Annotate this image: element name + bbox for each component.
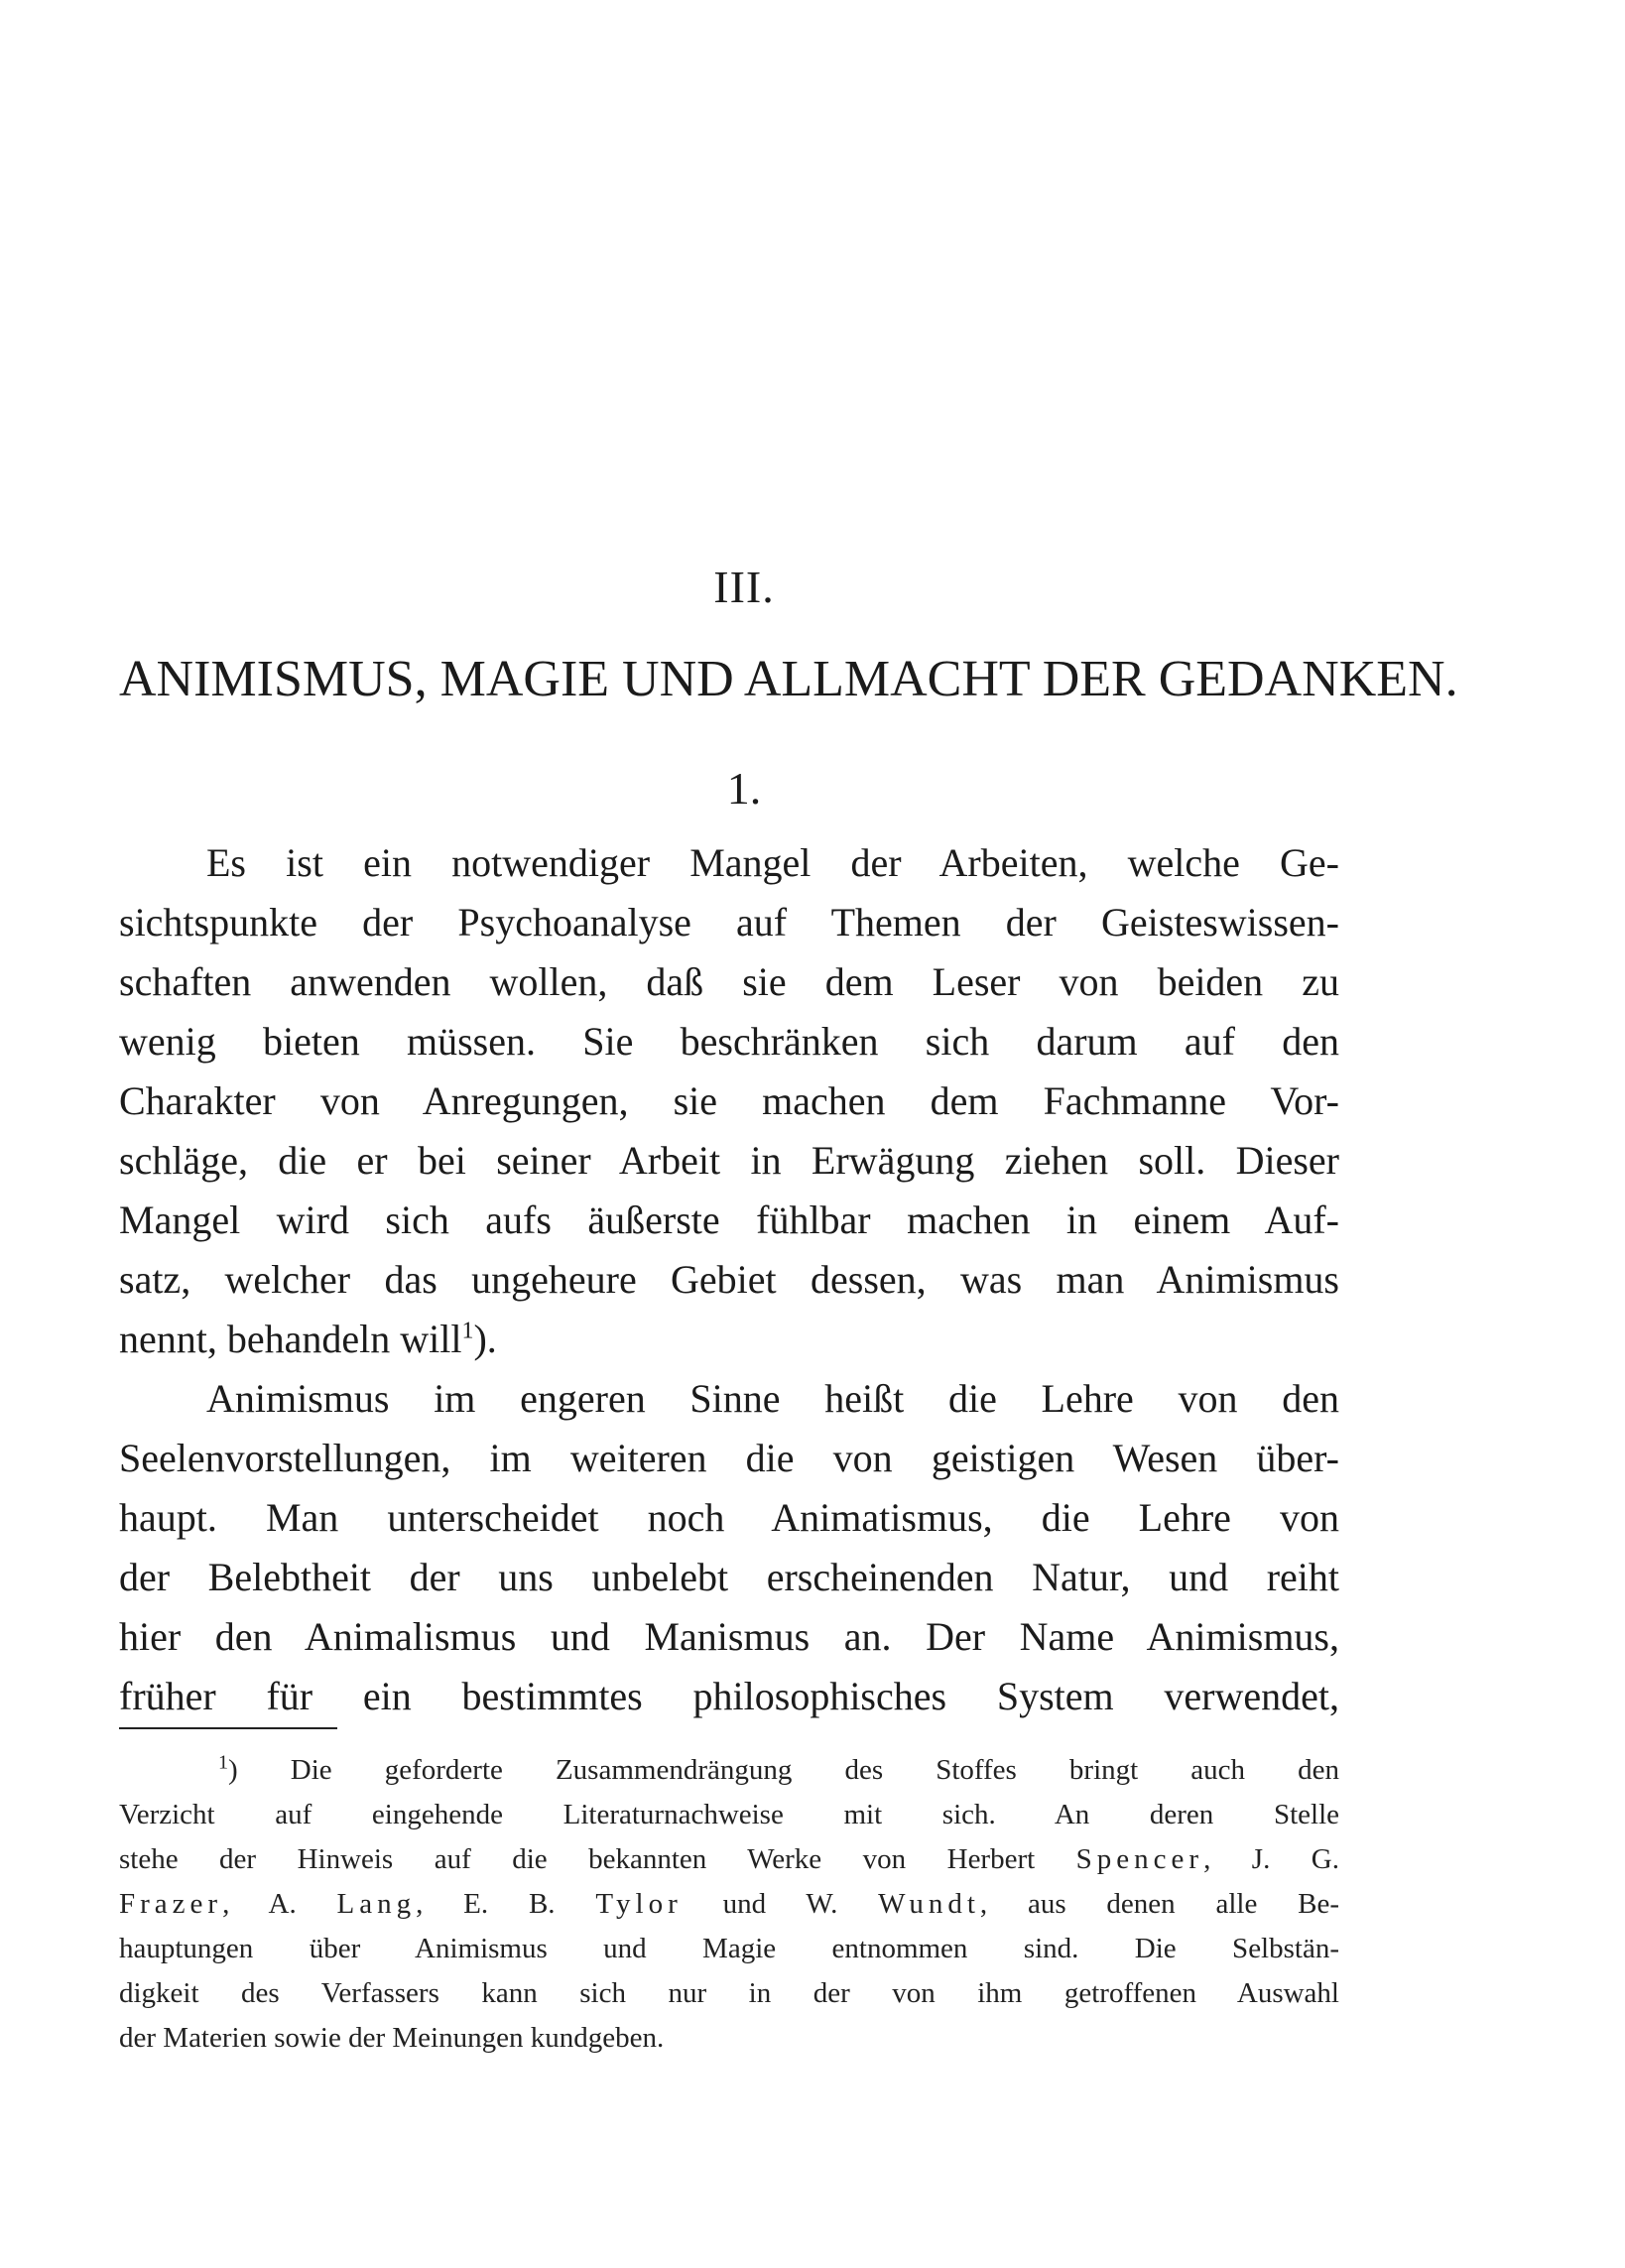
- author-name: Wundt: [878, 1888, 980, 1920]
- footnote-text: Die geforderte Zusammendrängung des Stoffes bringt auch den: [290, 1754, 1339, 1786]
- footnote-line: Verzicht auf eingehende Literaturnachweise mit sich. An deren Stelle: [119, 1799, 1339, 1830]
- text-fragment: nennt, behandeln will: [119, 1317, 462, 1361]
- footnote-line-last: der Materien sowie der Meinungen kundgeben.: [119, 2022, 665, 2054]
- text-line: Animismus im engeren Sinne heißt die Lehre von den: [206, 1376, 1339, 1421]
- footnote-text: , aus denen alle Be-: [979, 1888, 1340, 1920]
- body-text: [119, 833, 1339, 1726]
- text-line: schaften anwenden wollen, daß sie dem Leser von beiden zu: [119, 959, 1339, 1004]
- text-line: schläge, die er bei seiner Arbeit in Erwägung ziehen soll. Dieser: [119, 1138, 1339, 1183]
- section-number: 1.: [726, 763, 762, 814]
- text-line: wenig bieten müssen. Sie beschränken sich darum auf den: [119, 1019, 1339, 1064]
- footnote-line: [119, 1748, 1339, 1793]
- footnote-text: stehe der Hinweis auf die bekannten Werke von Herbert: [119, 1843, 1076, 1875]
- footnote-line: hauptungen über Animismus und Magie entnommen sind. Die Selbstän-: [119, 1933, 1339, 1964]
- text-line: Charakter von Anregungen, sie machen dem Fachmanne Vor-: [119, 1078, 1339, 1123]
- footnote-line: [119, 1837, 1339, 1882]
- text-line: Es ist ein notwendiger Mangel der Arbeiten, welche Ge-: [206, 840, 1339, 885]
- footnote-mark-close: ): [228, 1754, 238, 1786]
- paragraph-2: [119, 1369, 1339, 1726]
- text-fragment: ).: [473, 1317, 497, 1361]
- footnote-text: , E. B.: [416, 1888, 596, 1920]
- footnote-divider: [119, 1727, 337, 1729]
- text-line: Seelenvorstellungen, im weiteren die von geistigen Wesen über-: [119, 1436, 1339, 1480]
- text-line: satz, welcher das ungeheure Gebiet dessen, was man Animismus: [119, 1257, 1339, 1302]
- footnote-reference[interactable]: 1: [461, 1318, 474, 1344]
- footnote-line: [119, 1882, 1339, 1927]
- paragraph-1: [119, 833, 1339, 1369]
- footnote-text: und W.: [682, 1888, 879, 1920]
- footnote-line: digkeit des Verfassers kann sich nur in der von ihm getroffenen Auswahl: [119, 1977, 1339, 2009]
- author-name: Frazer: [119, 1888, 223, 1920]
- author-name: Spencer: [1075, 1843, 1204, 1875]
- chapter-number: III.: [713, 562, 775, 612]
- text-line: sichtspunkte der Psychoanalyse auf Themen der Geisteswissen-: [119, 900, 1339, 945]
- text-line: haupt. Man unterscheidet noch Animatismus, die Lehre von: [119, 1495, 1339, 1540]
- text-line: früher für ein bestimmtes philosophisches System verwendet,: [119, 1674, 1339, 1718]
- footnote-text: , J. G.: [1203, 1843, 1339, 1875]
- text-line: hier den Animalismus und Manismus an. Der Name Animismus,: [119, 1614, 1339, 1659]
- footnote-text: , A.: [222, 1888, 337, 1920]
- text-line: Mangel wird sich aufs äußerste fühlbar machen in einem Auf-: [119, 1197, 1339, 1242]
- author-name: Tylor: [595, 1888, 683, 1920]
- chapter-title: ANIMISMUS, MAGIE UND ALLMACHT DER GEDANKEN.: [119, 651, 1458, 707]
- author-name: Lang: [336, 1888, 417, 1920]
- footnote: [119, 1748, 1339, 2061]
- footnote-mark: 1: [218, 1751, 228, 1774]
- text-line: der Belebtheit der uns unbelebt erscheinenden Natur, und reiht: [119, 1555, 1339, 1599]
- text-line-last: [119, 1310, 1339, 1369]
